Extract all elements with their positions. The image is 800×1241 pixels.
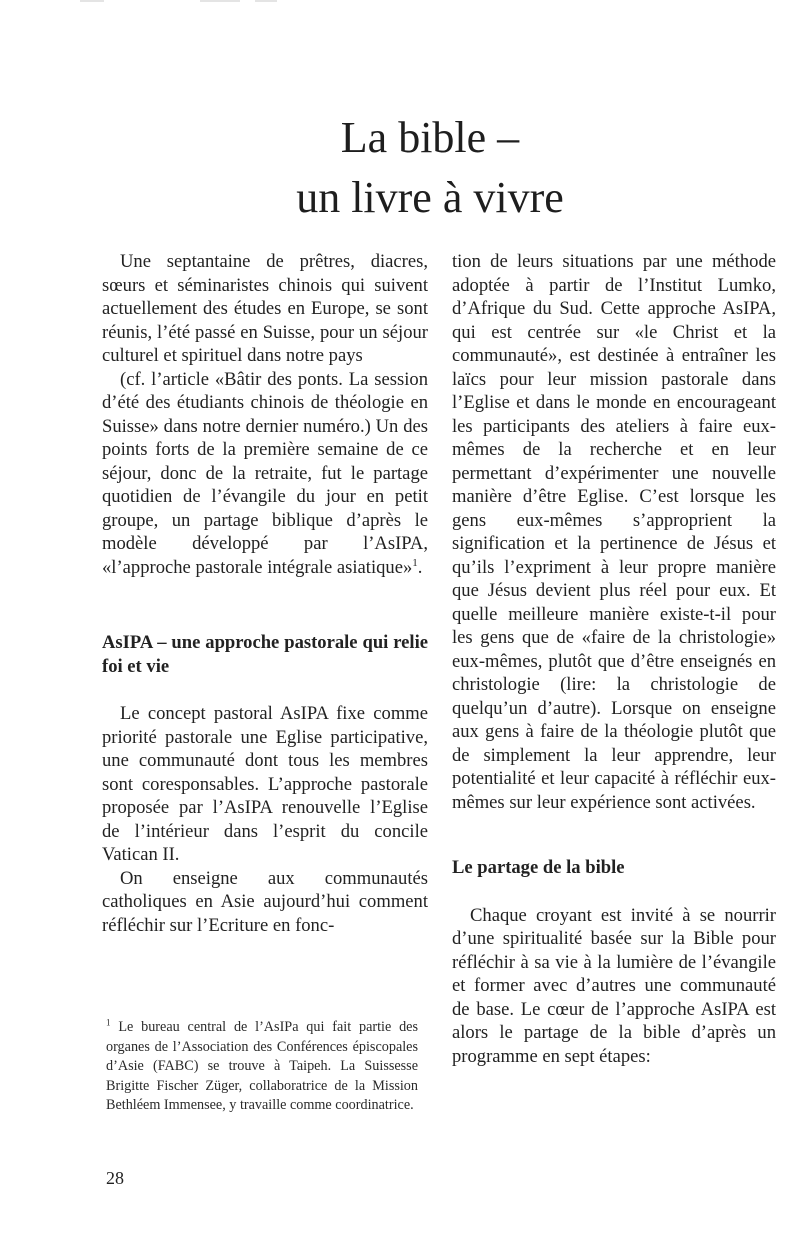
footnote-number: 1 [106, 1017, 111, 1028]
intro-paragraph-2-text: (cf. l’article «Bâtir des ponts. La session d’été des étudiants chinois de théologie en Suisse» dans notre dernier numéro.) Un des points forts de la première semaine de ce séjour, donc de la retraite, fut le partage quotidien de l’évangile du jour en petit groupe, un partage biblique d’après le modèle développé par l’AsIPA, «l’approche pastorale intégrale asiatique» [102, 368, 428, 578]
scan-edge-marks [0, 0, 800, 6]
page-title [0, 108, 800, 228]
asipa-paragraph-1: Le concept pastoral AsIPA fixe comme priorité pastorale une Eglise participative, une communauté dont tous les membres sont coresponsables. L’approche pastorale proposée par l’AsIPA renouvelle l’Eglise de l’intérieur dans l’esprit du concile Vatican II. [102, 703, 428, 865]
title-line-1: La bible – [340, 113, 520, 162]
asipa-paragraph-2-continued: tion de leurs situations par une méthode adoptée à partir de l’Institut Lumko, d’Afrique du Sud. Cette approche AsIPA, qui est centrée sur «le Christ et la communauté», est destinée à entraîner les laïcs pour leur mission pastorale dans l’Eglise et dans le monde en encourageant les participants des ateliers à faire eux-mêmes de la recherche et en leur permettant d’expérimenter une nouvelle manière d’être Eglise. C’est lorsque les gens eux-mêmes s’approprient la signification et la pertinence de Jésus et qu’ils l’expriment à leur propre manière que Jésus devient plus réel pour eux. Et quelle meilleure manière existe-t-il pour les gens que de «faire de la christologie» eux-mêmes, plutôt que d’être enseignés en christologie (lire: la christologie de quelqu’un d’autre). Lorsque on enseigne aux gens à faire de la théologie plutôt que de simplement la leur apprendre, leur potentialité et leur capacité à réfléchir eux-mêmes sur leur expérience sont activées. [452, 251, 776, 813]
title-line-2: un livre à vivre [296, 173, 564, 222]
footnote [106, 1018, 418, 1116]
asipa-paragraph-2-start: On enseigne aux communautés catholiques en Asie aujourd’hui comment réfléchir sur l’Ecriture en fonc- [102, 867, 428, 936]
intro-paragraph-2 [102, 368, 428, 580]
section-heading-asipa: AsIPA – une approche pastorale qui relie foi et vie [102, 632, 428, 677]
right-column [452, 250, 776, 1068]
page-number: 28 [106, 1168, 124, 1188]
intro-paragraph-2-end: . [417, 556, 423, 578]
left-column [102, 250, 428, 937]
section-heading-partage: Le partage de la bible [452, 857, 625, 878]
footnote-reference: 1 [412, 556, 418, 569]
partage-paragraph-1: Chaque croyant est invité à se nourrir d’une spiritualité basée sur la Bible pour réfléchir à sa vie à la lumière de l’évangile et former avec d’autres une communauté de base. Le cœur de l’approche AsIPA est alors le partage de la bible d’après un programme en sept étapes: [452, 904, 776, 1067]
footnote-text: Le bureau central de l’AsIPa qui fait partie des organes de l’Association des Conférences épiscopales d’Asie (FABC) se trouve à Taipeh. La Suissesse Brigitte Fischer Züger, collaboratrice de la Mission Bethléem Immensee, y travaille comme coordinatrice. [106, 1019, 419, 1113]
intro-paragraph-1: Une septantaine de prêtres, diacres, sœurs et séminaristes chinois qui suivent actuellement des études en Europe, se sont réunis, l’été passé en Suisse, pour un séjour culturel et spirituel dans notre pays [102, 251, 428, 366]
